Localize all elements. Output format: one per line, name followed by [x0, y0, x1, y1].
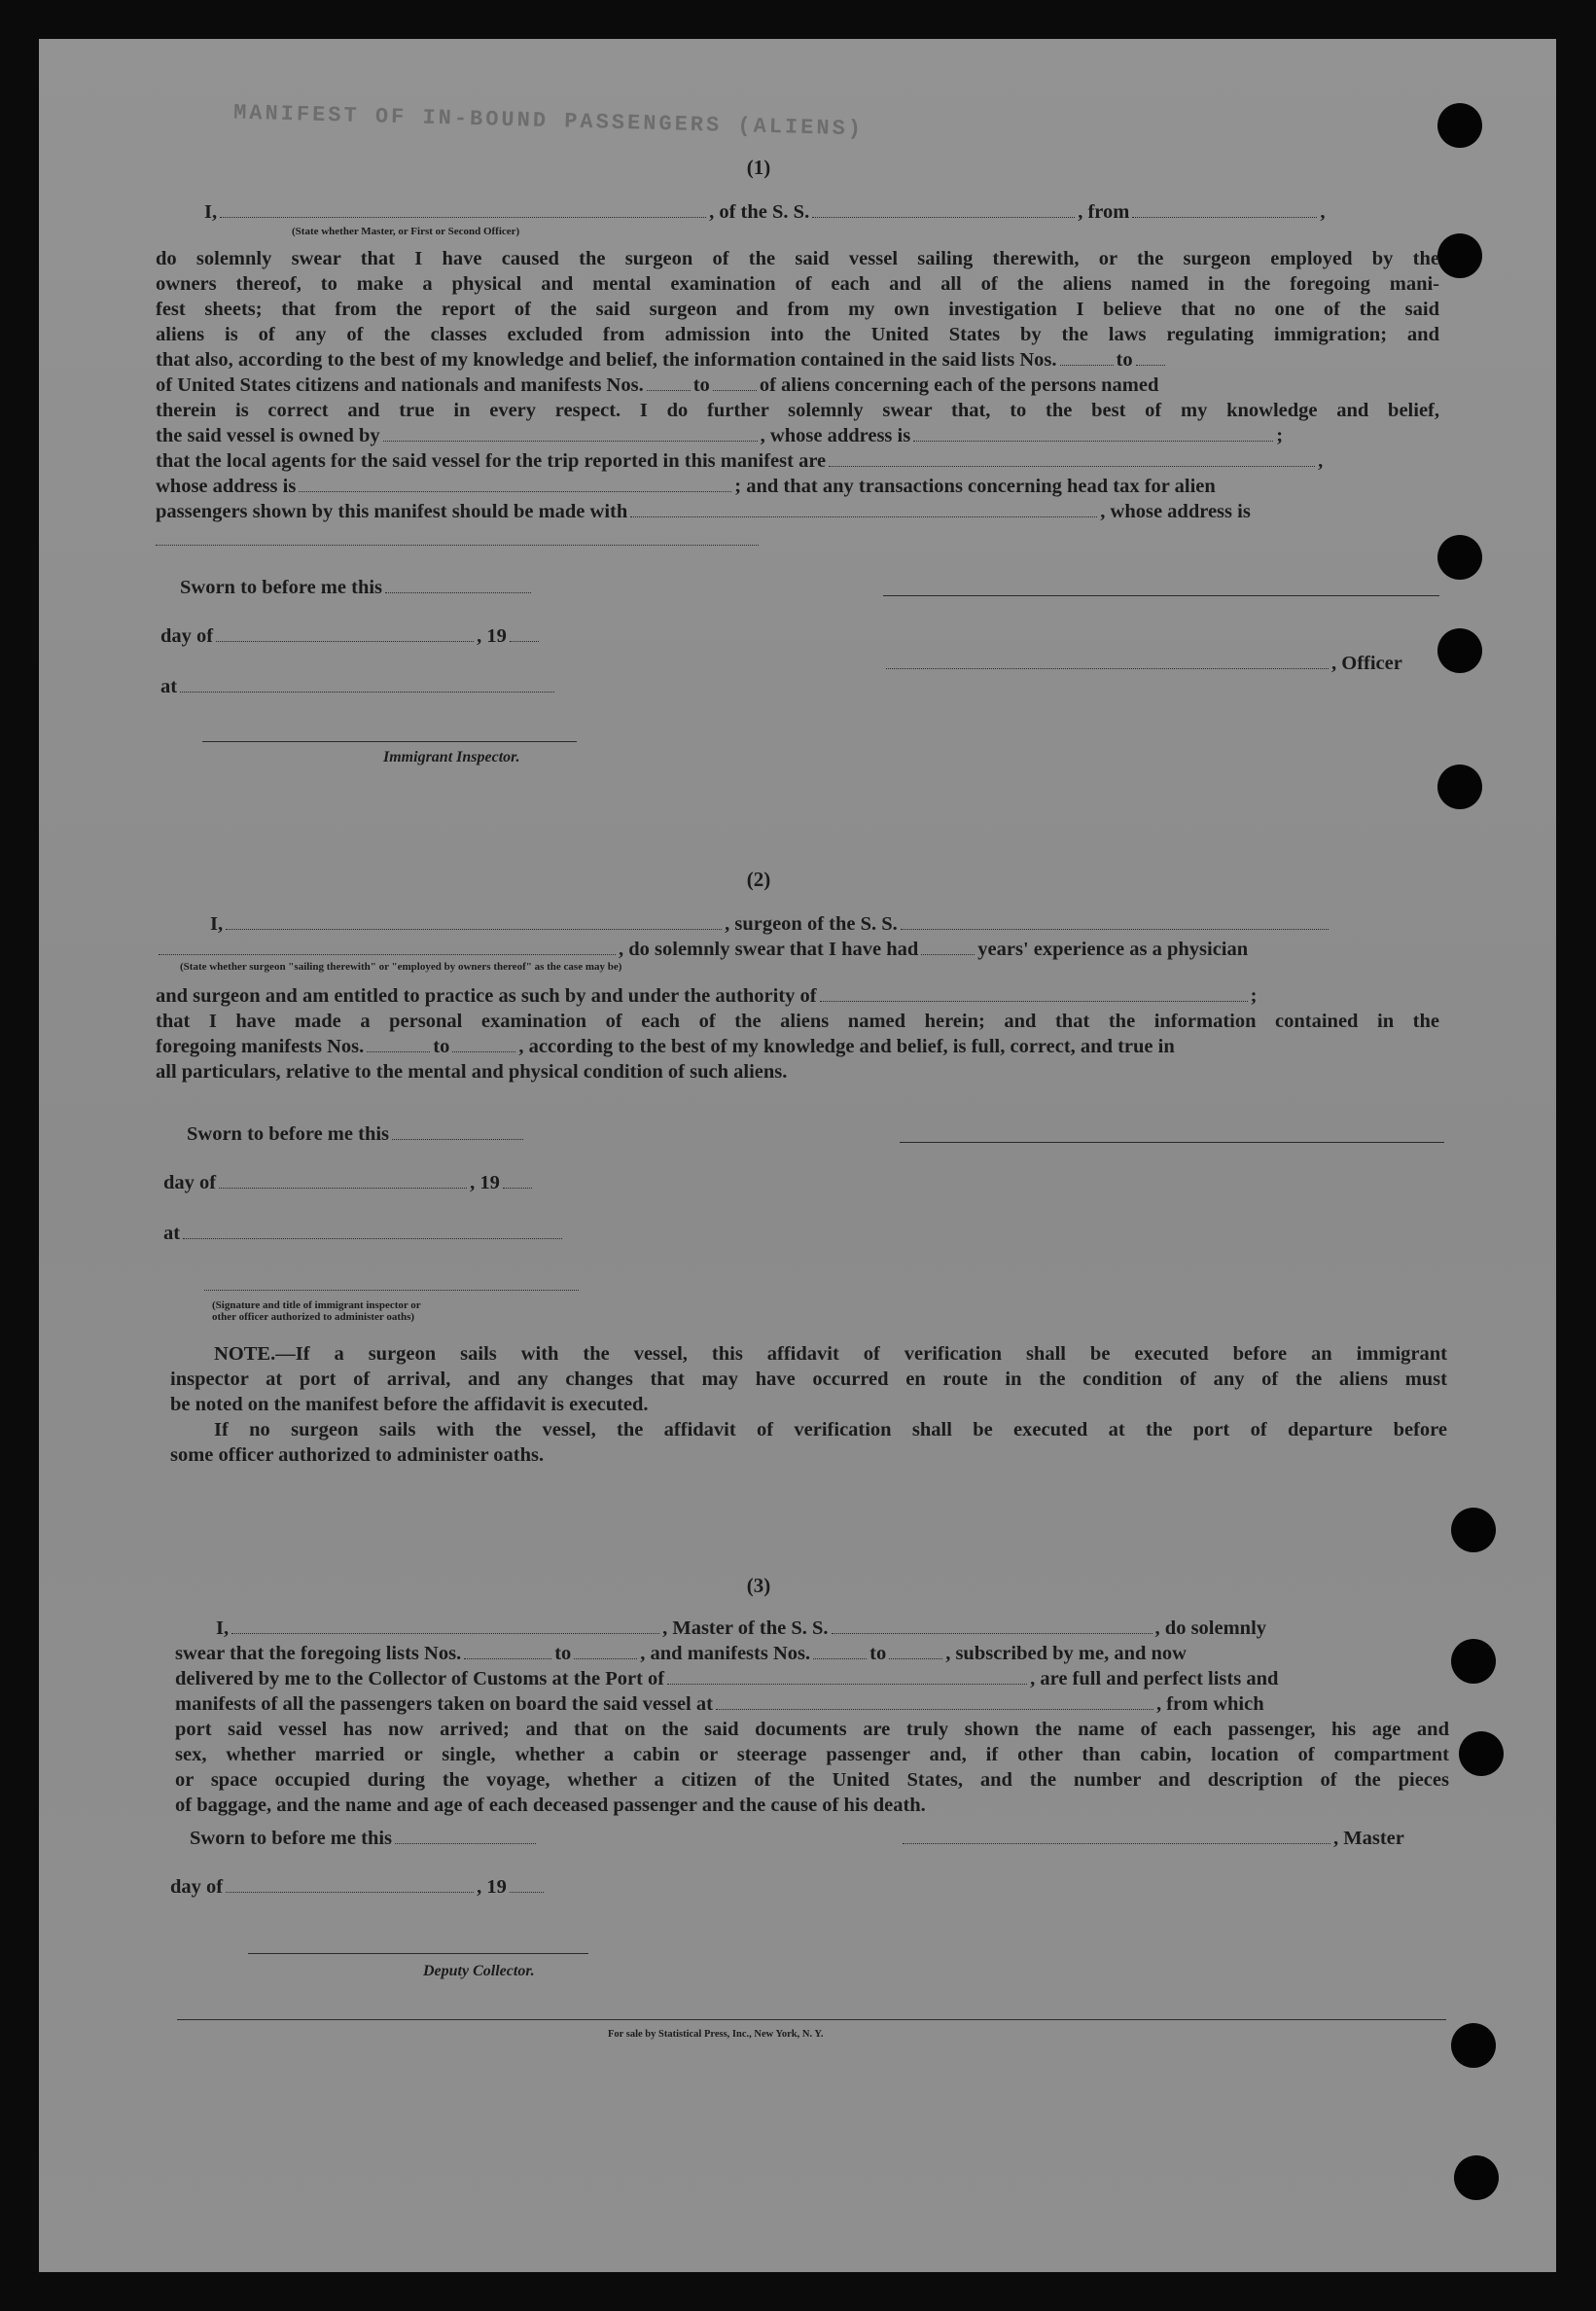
section-2-line-1: I, , surgeon of the S. S.	[210, 912, 1445, 937]
section-1-sworn: Sworn to before me this	[180, 576, 534, 600]
section-3-line-4: manifests of all the passengers taken on board the said vessel at , from which	[175, 1693, 1264, 1715]
punch-hole	[1437, 764, 1482, 809]
section-2-line-5: foregoing manifests Nos. to , according to the best of my knowledge and belief, is full, correct, and true in	[156, 1036, 1175, 1057]
section-1-line-9: the said vessel is owned by , whose address is ;	[156, 425, 1284, 446]
section-2-note-2: inspector at port of arrival, and any changes that may have occurred en route in the condition of any of the aliens must	[170, 1369, 1447, 1390]
section-1-officer: , Officer	[883, 652, 1402, 676]
section-1-dayof: day of , 19	[160, 624, 542, 649]
section-1-line-8: therein is correct and true in every respect. I do further solemnly swear that, to the best of my knowledge and belief,	[156, 400, 1439, 421]
section-2-line-3: and surgeon and am entitled to practice as such by and under the authority of ;	[156, 985, 1258, 1007]
section-1-line-5: aliens is of any of the classes excluded from admission into the United States by the laws regulating immigration; and	[156, 324, 1439, 345]
punch-hole	[1451, 1639, 1496, 1684]
section-1-caption: (State whether Master, or First or Second Officer)	[292, 226, 520, 237]
punch-hole	[1459, 1731, 1504, 1776]
section-3-collector-line	[248, 1953, 588, 1954]
section-3-dayof: day of , 19	[170, 1875, 547, 1900]
footer-printer: For sale by Statistical Press, Inc., New York, N. Y.	[608, 2029, 824, 2040]
section-1-number: (1)	[746, 156, 771, 179]
section-2-at: at	[163, 1222, 565, 1246]
section-2-line-2: , do solemnly swear that I have had years' experience as a physician	[156, 938, 1439, 962]
punch-hole	[1437, 103, 1482, 148]
punch-hole	[1437, 233, 1482, 278]
section-1-signature-line	[883, 595, 1439, 596]
section-2-sworn: Sworn to before me this	[187, 1122, 526, 1147]
section-3-line-8: of baggage, and the name and age of each deceased passenger and the cause of his death.	[175, 1795, 926, 1816]
section-2-dayof: day of , 19	[163, 1171, 535, 1195]
punch-hole	[1437, 535, 1482, 580]
section-2-note-3: be noted on the manifest before the affidavit is executed.	[170, 1394, 649, 1415]
section-3-line-2: swear that the foregoing lists Nos. to , and manifests Nos. to , subscribed by me, and now	[175, 1643, 1187, 1664]
section-1-line-12: passengers shown by this manifest should be made with , whose address is	[156, 501, 1251, 522]
punch-hole	[1451, 1508, 1496, 1552]
punch-hole	[1451, 2023, 1496, 2068]
section-1-line-1: I, , of the S. S. , from ,	[204, 201, 1326, 223]
section-2-line-4: that I have made a personal examination of each of the aliens named herein; and that the information contained in the	[156, 1011, 1439, 1032]
section-3-line-3: delivered by me to the Collector of Customs at the Port of , are full and perfect lists and	[175, 1668, 1279, 1689]
section-3-collector-label: Deputy Collector.	[423, 1963, 535, 1979]
section-3-line-5: port said vessel has now arrived; and that on the said documents are truly shown the name of each passenger, his age and	[175, 1719, 1449, 1740]
section-2-line-6: all particulars, relative to the mental and physical condition of such aliens.	[156, 1061, 788, 1083]
section-3-number: (3)	[746, 1574, 771, 1597]
section-3-line-7: or space occupied during the voyage, whether a citizen of the United States, and the number and description of the pieces	[175, 1769, 1449, 1791]
document-page	[39, 39, 1556, 2272]
section-2-number: (2)	[746, 868, 771, 891]
footer-rule	[177, 2019, 1446, 2020]
section-1-line-7: of United States citizens and nationals and manifests Nos. to of aliens concerning each of the persons named	[156, 374, 1159, 396]
section-2-sig-caption-1: (Signature and title of immigrant inspector or	[212, 1299, 421, 1311]
punch-hole	[1454, 2155, 1499, 2200]
section-3-sworn: Sworn to before me this	[190, 1827, 539, 1851]
section-2-note-1: NOTE.—If a surgeon sails with the vessel, this affidavit of verification shall be executed before an immigrant	[214, 1343, 1447, 1365]
section-2-note-5: some officer authorized to administer oaths.	[170, 1444, 545, 1466]
section-1-inspector-label: Immigrant Inspector.	[383, 749, 520, 765]
section-1-line-6: that also, according to the best of my knowledge and belief, the information contained in the said lists Nos. to	[156, 348, 1439, 373]
section-2-note-4: If no surgeon sails with the vessel, the affidavit of verification shall be executed at the port of departure before	[214, 1419, 1447, 1440]
section-3-line-1: I, , Master of the S. S. , do solemnly	[216, 1618, 1267, 1639]
section-1-inspector-line	[202, 741, 577, 742]
section-2-sig-line	[204, 1290, 579, 1291]
section-1-address-rule	[156, 545, 759, 546]
section-1-line-3: owners thereof, to make a physical and mental examination of each and all of the aliens named in the foregoing mani-	[156, 273, 1439, 295]
section-1-line-4: fest sheets; that from the report of the said surgeon and from my own investigation I believe that no one of the said	[156, 299, 1439, 320]
section-2-caption: (State whether surgeon "sailing therewith" or "employed by owners thereof" as the case may be)	[180, 961, 622, 973]
bleed-through-header: MANIFEST OF IN-BOUND PASSENGERS (ALIENS)	[232, 100, 865, 142]
section-1-line-11: whose address is ; and that any transactions concerning head tax for alien	[156, 476, 1216, 497]
punch-hole	[1437, 628, 1482, 673]
section-1-at: at	[160, 675, 557, 699]
section-1-line-10: that the local agents for the said vessel for the trip reported in this manifest are ,	[156, 450, 1324, 472]
section-1-line-2: do solemnly swear that I have caused the surgeon of the said vessel sailing therewith, or the surgeon employed by the	[156, 248, 1439, 269]
section-2-signature-line	[900, 1142, 1444, 1143]
section-3-master: , Master	[900, 1827, 1404, 1851]
section-3-line-6: sex, whether married or single, whether a cabin or steerage passenger and, if other than cabin, location of compartment	[175, 1744, 1449, 1765]
section-2-sig-caption-2: other officer authorized to administer oaths)	[212, 1311, 415, 1323]
